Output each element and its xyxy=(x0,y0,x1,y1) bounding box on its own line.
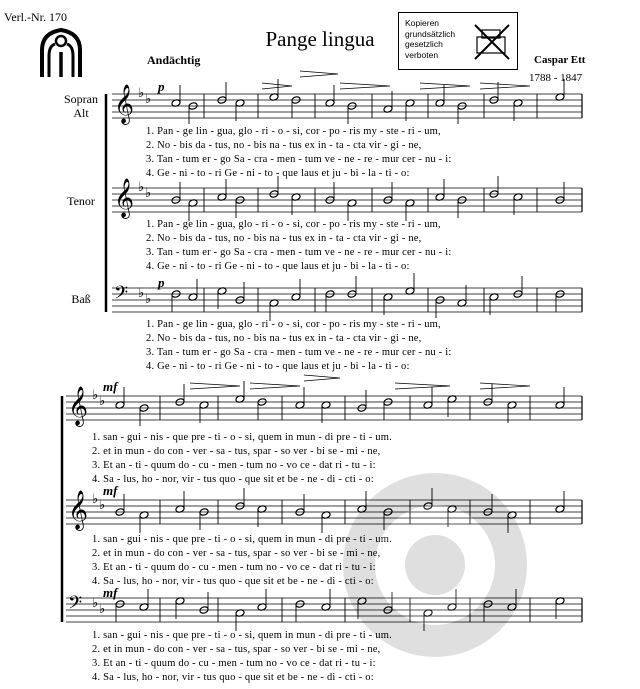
lyric-line: 3. Et an - ti - quum do - cu - men - tum no - vo ce - dat ri - tu - i: xyxy=(92,562,376,573)
lyric-line: 3. Tan - tum er - go Sa - cra - men - tum ve - ne - re - mur cer - nu - i: xyxy=(146,154,452,165)
treble-clef-icon: 𝄞 xyxy=(68,490,89,530)
voice-label-bass: Baß xyxy=(71,292,91,306)
lyric-line: 4. Ge - ni - to - ri Ge - ni - to - que laus et ju - bi - la - ti - o: xyxy=(146,361,410,372)
composer-name: Caspar Ett xyxy=(534,54,586,66)
hairpin xyxy=(420,83,470,89)
lyric-line: 1. Pan - ge lin - gua, glo - ri - o - si, cor - po - ris my - ste - ri - um, xyxy=(146,319,441,330)
flat-icon: ♭ xyxy=(145,92,152,107)
lyric-line: 2. No - bis da - tus, no - bis na - tus ex in - ta - cta vir - gi - ne, xyxy=(146,140,422,151)
hairpin xyxy=(262,83,292,89)
bass-clef-icon: 𝄢 xyxy=(68,593,83,618)
lyric-line: 3. Et an - ti - quum do - cu - men - tum no - vo ce - dat ri - tu - i: xyxy=(92,658,376,669)
lyric-line: 3. Et an - ti - quum do - cu - men - tum no - vo ce - dat ri - tu - i: xyxy=(92,460,376,471)
flat-icon: ♭ xyxy=(138,86,145,101)
voice-label-alto: Alt xyxy=(73,106,89,120)
lyric-line: 1. san - gui - nis - que pre - ti - o - si, quem in mun - di pre - ti - um. xyxy=(92,630,392,641)
lyric-line: 1. Pan - ge lin - gua, glo - ri - o - si, cor - po - ris my - ste - ri - um, xyxy=(146,219,441,230)
hairpin xyxy=(190,383,240,389)
hairpin xyxy=(340,83,390,89)
flat-icon: ♭ xyxy=(138,180,145,195)
lyric-line: 1. Pan - ge lin - gua, glo - ri - o - si, cor - po - ris my - ste - ri - um, xyxy=(146,126,441,137)
publisher-number: Verl.-Nr. 170 xyxy=(4,10,67,24)
flat-icon: ♭ xyxy=(92,492,99,507)
treble-clef-icon: 𝄞 xyxy=(114,84,135,124)
flat-icon: ♭ xyxy=(92,388,99,403)
flat-icon: ♭ xyxy=(145,186,152,201)
flat-icon: ♭ xyxy=(92,596,99,611)
hairpin xyxy=(304,375,340,381)
lyric-line: 4. Ge - ni - to - ri Ge - ni - to - que laus et ju - bi - la - ti - o: xyxy=(146,261,410,272)
flat-icon: ♭ xyxy=(99,498,106,513)
copy-notice-line: gesetzlich xyxy=(405,39,443,49)
flat-icon: ♭ xyxy=(99,602,106,617)
bass-clef-icon: 𝄢 xyxy=(114,283,129,308)
dynamic-marking: p xyxy=(158,79,165,94)
dynamic-marking: mf xyxy=(103,379,118,394)
lyric-line: 1. san - gui - nis - que pre - ti - o - si, quem in mun - di pre - ti - um. xyxy=(92,432,392,443)
lyric-line: 4. Sa - lus, ho - nor, vir - tus quo - que sit et be - ne - di - cti - o: xyxy=(92,474,374,485)
voice-label-soprano: Sopran xyxy=(64,92,98,106)
hairpin xyxy=(480,83,530,89)
flat-icon: ♭ xyxy=(145,292,152,307)
dynamic-marking: mf xyxy=(103,585,118,600)
hairpin xyxy=(300,71,338,77)
lyric-line: 3. Tan - tum er - go Sa - cra - men - tum ve - ne - re - mur cer - nu - i: xyxy=(146,347,452,358)
lyric-line: 3. Tan - tum er - go Sa - cra - men - tum ve - ne - re - mur cer - nu - i: xyxy=(146,247,452,258)
treble-clef-icon: 𝄞 xyxy=(114,178,135,218)
tempo-marking: Andächtig xyxy=(147,53,201,67)
voice-label-tenor: Tenor xyxy=(67,194,95,208)
composer-years: 1788 - 1847 xyxy=(529,72,583,84)
lyric-line: 2. No - bis da - tus, no - bis na - tus ex in - ta - cta vir - gi - ne, xyxy=(146,333,422,344)
hairpin xyxy=(250,383,300,389)
lyric-line: 2. No - bis da - tus, no - bis na - tus ex in - ta - cta vir - gi - ne, xyxy=(146,233,422,244)
lyric-line: 4. Ge - ni - to - ri Ge - ni - to - que laus et ju - bi - la - ti - o: xyxy=(146,168,410,179)
copy-notice-line: verboten xyxy=(405,49,439,60)
dynamic-marking: p xyxy=(158,275,165,290)
lyric-line: 1. san - gui - nis - que pre - ti - o - si, quem in mun - di pre - ti - um. xyxy=(92,534,392,545)
hairpin xyxy=(395,383,450,389)
flat-icon: ♭ xyxy=(99,394,106,409)
treble-clef-icon: 𝄞 xyxy=(68,386,89,426)
dynamic-marking: mf xyxy=(103,483,118,498)
page-title: Pange lingua xyxy=(265,27,375,51)
lyric-line: 2. et in mun - do con - ver - sa - tus, spar - so ver - bi se - mi - ne, xyxy=(92,644,381,655)
lyric-line: 2. et in mun - do con - ver - sa - tus, spar - so ver - bi se - mi - ne, xyxy=(92,446,381,457)
lyric-line: 2. et in mun - do con - ver - sa - tus, spar - so ver - bi se - mi - ne, xyxy=(92,548,381,559)
lyric-line: 4. Sa - lus, ho - nor, vir - tus quo - que sit et be - ne - di - cti - o: xyxy=(92,576,374,587)
copy-notice-line: grundsätzlich xyxy=(405,28,456,39)
hairpin xyxy=(480,383,530,389)
flat-icon: ♭ xyxy=(138,286,145,301)
watermark-logo xyxy=(340,470,530,660)
copy-notice-line: Kopieren xyxy=(405,18,440,28)
lyric-line: 4. Sa - lus, ho - nor, vir - tus quo - que sit et be - ne - di - cti - o: xyxy=(92,672,374,683)
